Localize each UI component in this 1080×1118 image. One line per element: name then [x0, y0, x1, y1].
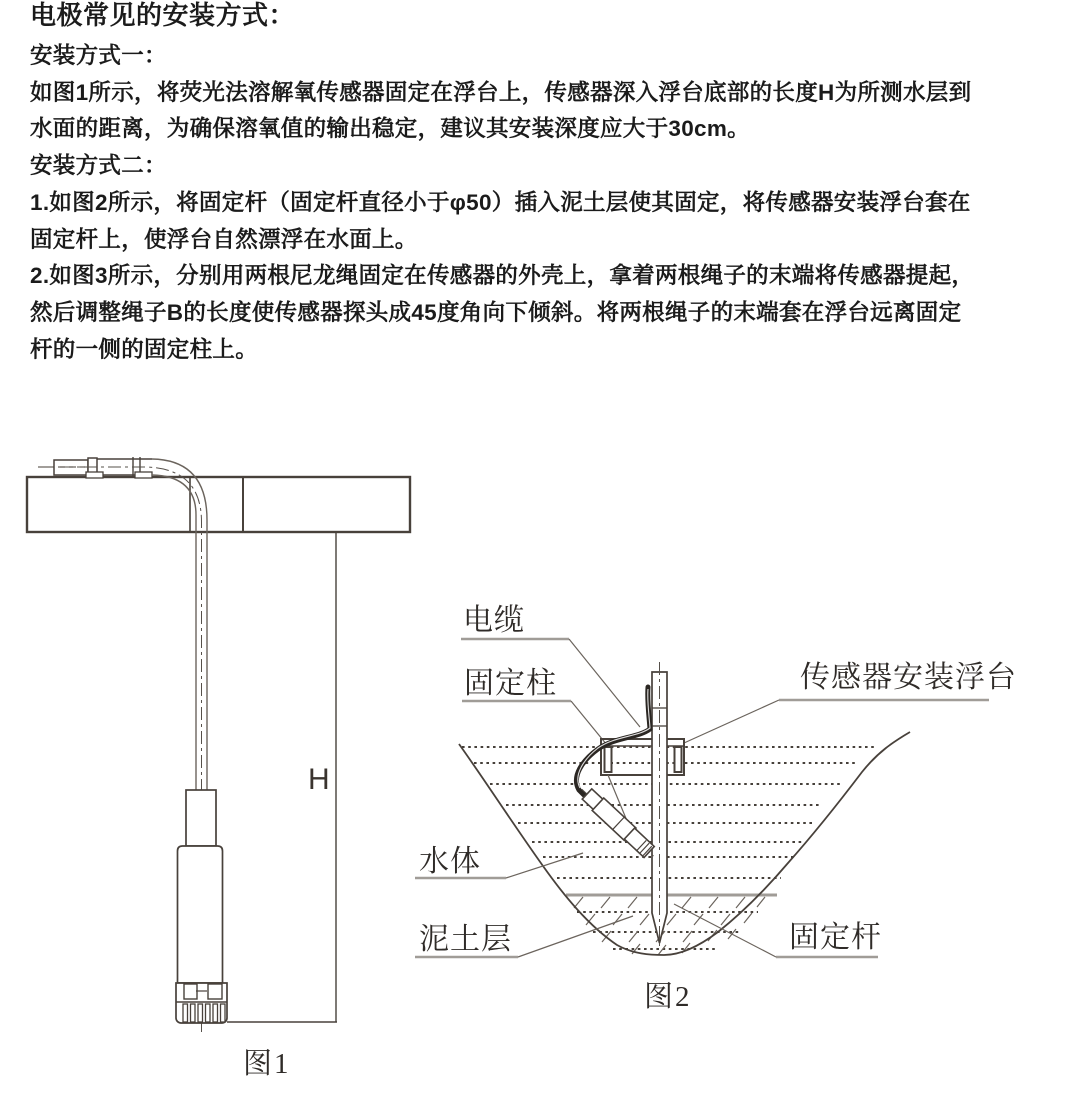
body-line: 然后调整绳子B的长度使传感器探头成45度角向下倾斜。将两根绳子的末端套在浮台远离固定 — [30, 299, 962, 325]
page-title: 电极常见的安装方式： — [30, 0, 296, 30]
mud-layer-hatch — [574, 897, 765, 955]
body-line: 安装方式一： — [30, 43, 167, 68]
body-line: 2.如图3所示，分别用两根尼龙绳固定在传感器的外壳上，拿着两根绳子的末端将传感器提起， — [30, 263, 975, 289]
sensor-cable-fig2 — [576, 687, 650, 795]
float-platform — [27, 477, 410, 532]
label-cable: 电缆 — [463, 604, 525, 637]
body-line: 杆的一侧的固定柱上。 — [30, 336, 259, 362]
body-line: 如图1所示，将荧光法溶解氧传感器固定在浮台上，传感器深入浮台底部的长度H为所测水层到 — [30, 79, 972, 105]
water-surface-lines — [462, 747, 876, 878]
height-dimension — [227, 532, 337, 1022]
label-water-body: 水体 — [419, 845, 481, 878]
figure2-caption: 图2 — [644, 981, 692, 1013]
sensor-probe — [176, 790, 227, 1023]
body-line: 固定杆上，使浮台自然漂浮在水面上。 — [30, 226, 418, 252]
fixing-rod — [652, 662, 667, 950]
label-mud-layer: 泥土层 — [419, 923, 512, 956]
figure1-diagram — [27, 457, 410, 1080]
label-sensor-float: 传感器安装浮台 — [800, 661, 1017, 694]
figure2-labels — [419, 604, 1017, 956]
figures-canvas — [0, 418, 1080, 1118]
body-text — [30, 38, 1070, 368]
figure1-caption: 图1 — [243, 1048, 291, 1080]
label-fixing-post: 固定柱 — [464, 667, 557, 700]
height-dimension-label: H — [308, 763, 330, 796]
mounting-float — [601, 739, 684, 775]
body-line: 1.如图2所示，将固定杆（固定杆直径小于φ50）插入泥土层使其固定，将传感器安装浮台套在 — [30, 189, 971, 215]
body-line: 安装方式二： — [30, 153, 167, 179]
fixing-posts — [605, 747, 682, 772]
figure2-diagram — [415, 604, 1017, 1013]
mud-layer — [566, 895, 777, 955]
body-line: 水面的距离，为确保溶氧值的输出稳定，建议其安装深度应大于30cm。 — [30, 116, 750, 142]
label-fixing-rod: 固定杆 — [789, 921, 882, 954]
